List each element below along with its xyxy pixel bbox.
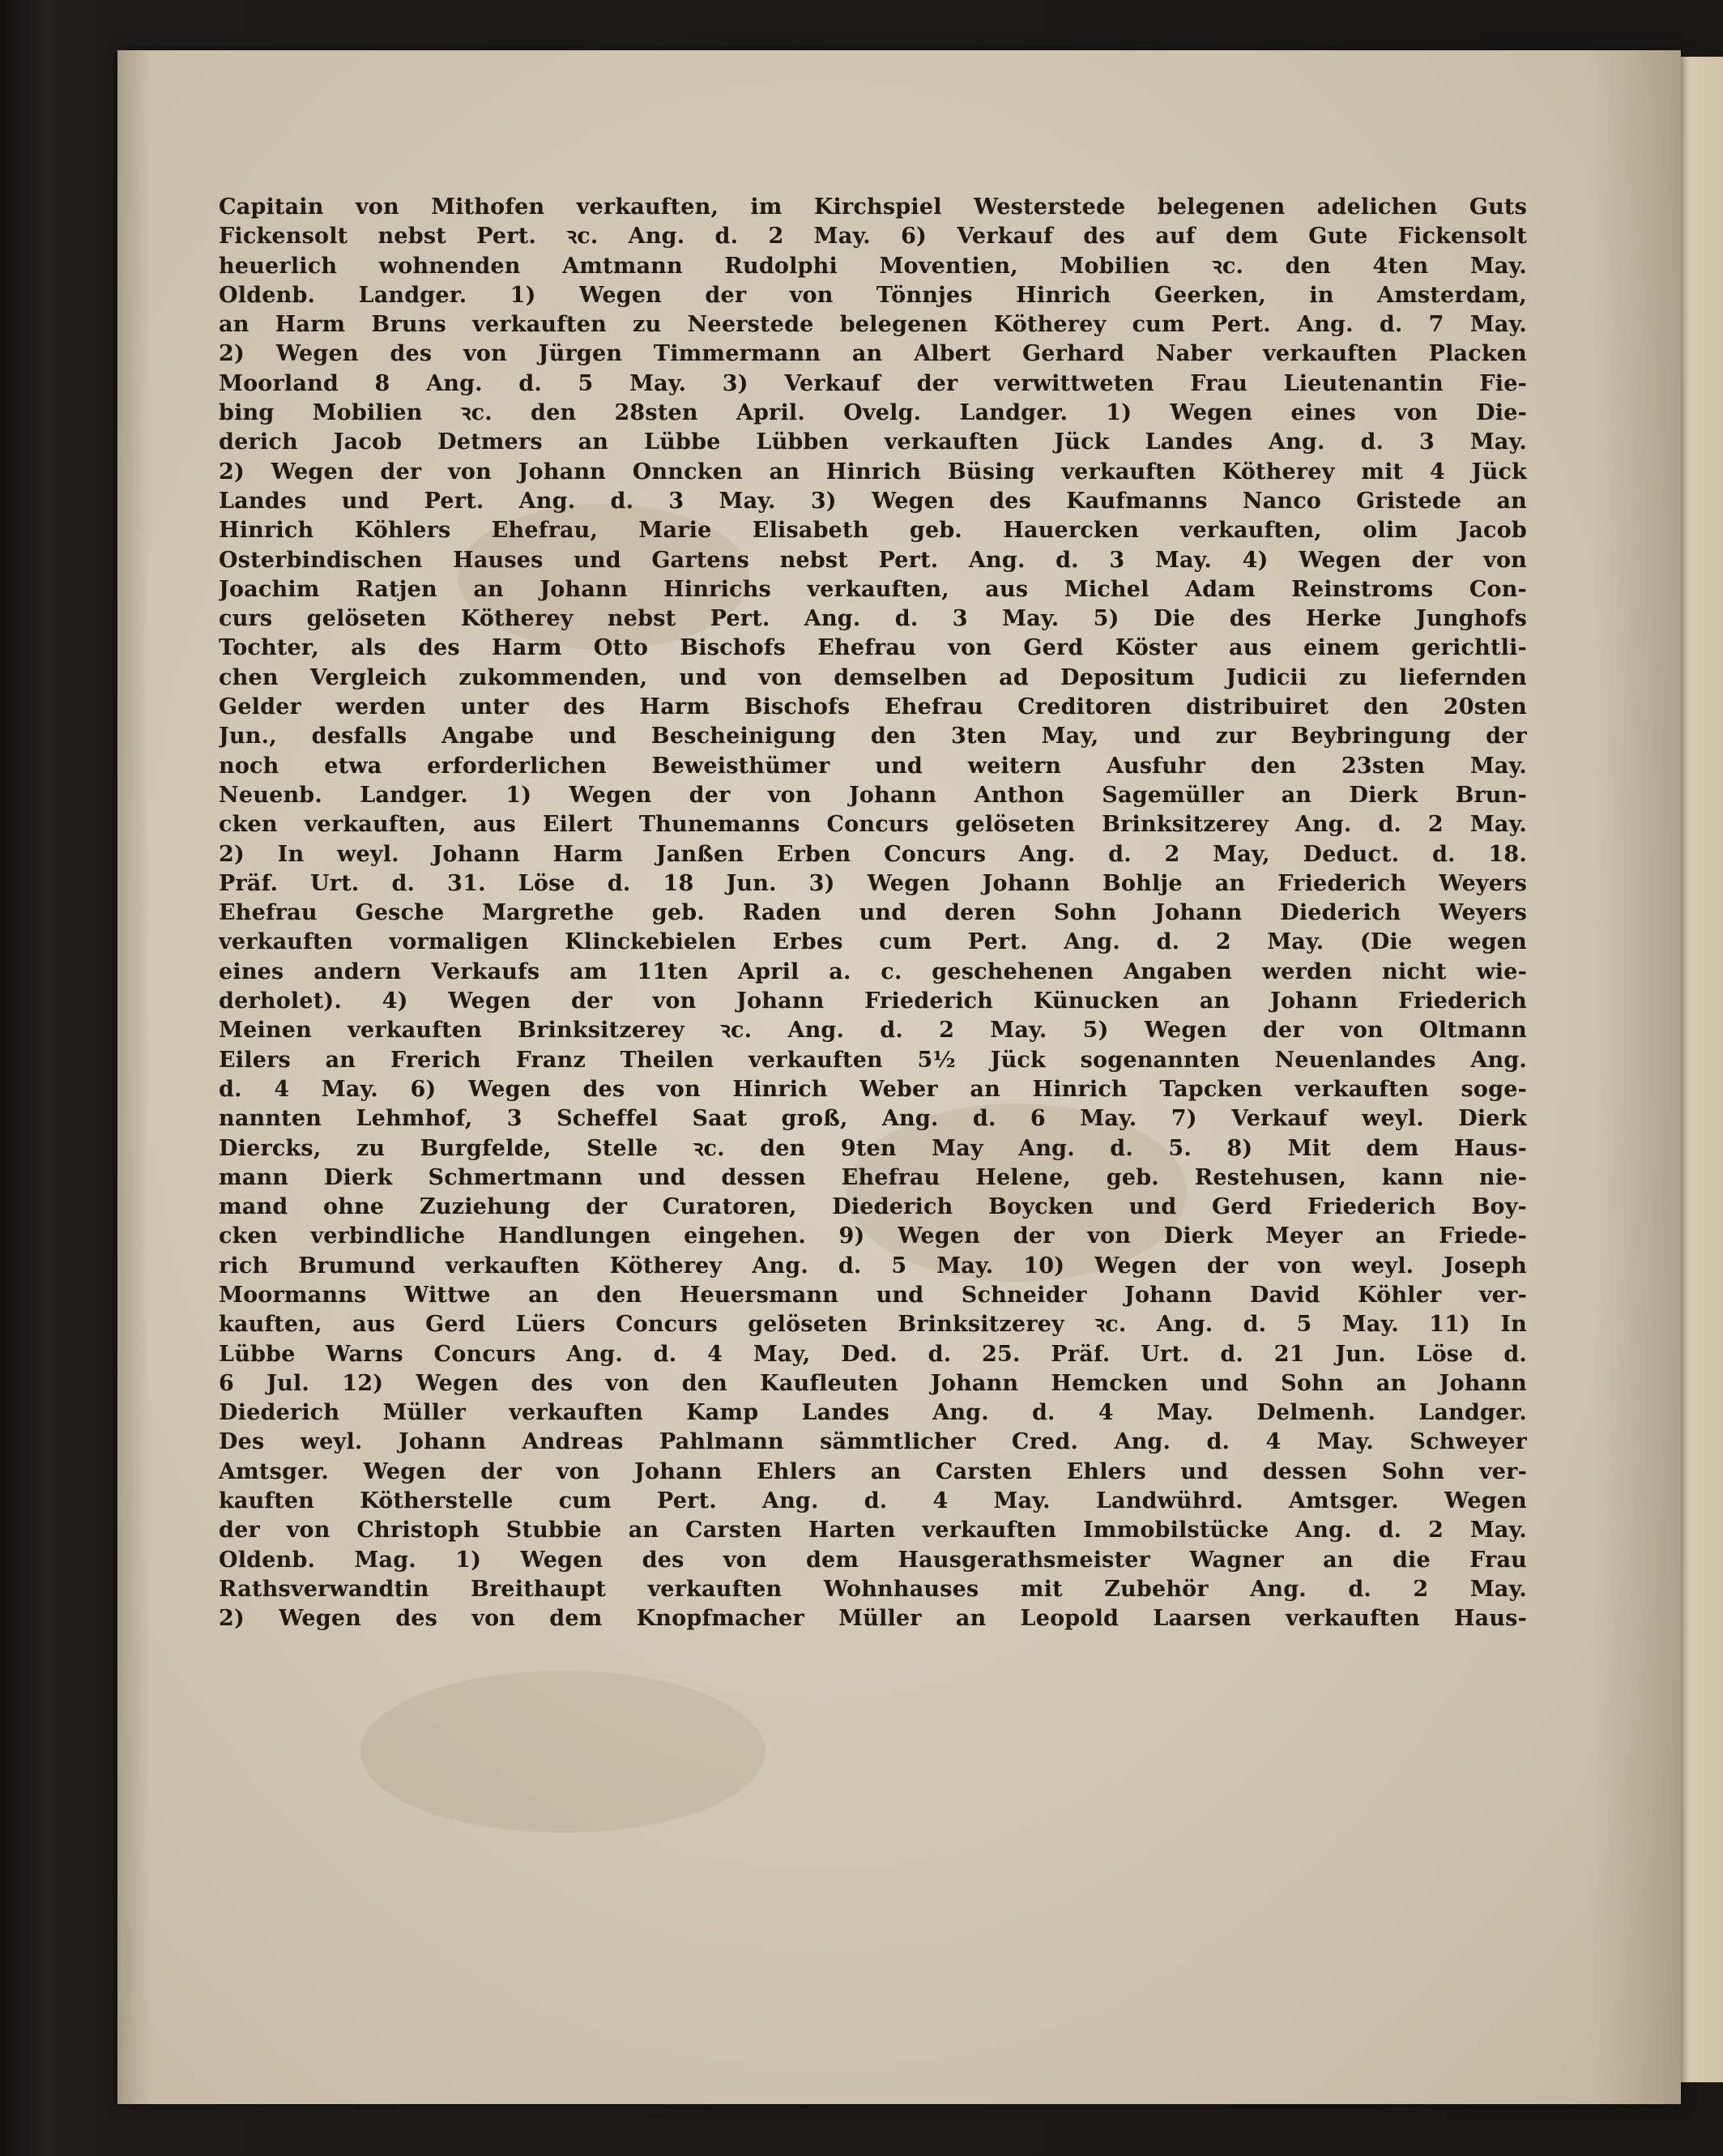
text-line: Präf. Urt. d. 31. Löse d. 18 Jun. 3) Wegen Johann Bohlje an Friederich Weyers	[219, 870, 1527, 896]
text-line: derholet). 4) Wegen der von Johann Friederich Künucken an Johann Friederich	[219, 988, 1527, 1014]
text-line: mand ohne Zuziehung der Curatoren, Diederich Boycken und Gerd Friederich Boy-	[219, 1194, 1527, 1220]
text-line: Oldenb. Landger. 1) Wegen der von Tönnjes Hinrich Geerken, in Amsterdam,	[219, 282, 1527, 308]
text-line: 6 Jul. 12) Wegen des von den Kaufleuten Johann Hemcken und Sohn an Johann	[219, 1370, 1527, 1396]
text-line: heuerlich wohnenden Amtmann Rudolphi Moventien, Mobilien ꝛc. den 4ten May.	[219, 253, 1527, 279]
text-line: kauften, aus Gerd Lüers Concurs gelöseten Brinksitzerey ꝛc. Ang. d. 5 May. 11) In	[219, 1312, 1527, 1338]
text-line: Tochter, als des Harm Otto Bischofs Ehefrau von Gerd Köster aus einem gerichtli-	[219, 635, 1527, 661]
text-line: Hinrich Köhlers Ehefrau, Marie Elisabeth geb. Hauercken verkauften, olim Jacob	[219, 518, 1527, 544]
text-line: Joachim Ratjen an Johann Hinrichs verkauften, aus Michel Adam Reinstroms Con-	[219, 576, 1527, 602]
text-line: Lübbe Warns Concurs Ang. d. 4 May, Ded. d. 25. Präf. Urt. d. 21 Jun. Löse d.	[219, 1341, 1527, 1367]
page-shadow-right	[1592, 50, 1681, 2104]
text-line: chen Vergleich zukommenden, und von demselben ad Depositum Judicii zu liefernden	[219, 664, 1527, 690]
text-line: 2) Wegen der von Johann Onncken an Hinrich Büsing verkauften Kötherey mit 4 Jück	[219, 459, 1527, 485]
text-line: mann Dierk Schmertmann und dessen Ehefrau Helene, geb. Restehusen, kann nie-	[219, 1164, 1527, 1190]
text-line: Moormanns Wittwe an den Heuersmann und Schneider Johann David Köhler ver-	[219, 1282, 1527, 1308]
text-line: Capitain von Mithofen verkauften, im Kirchspiel Westerstede belegenen adelichen Guts	[219, 194, 1527, 220]
text-line: eines andern Verkaufs am 11ten April a. c. geschehenen Angaben werden nicht wie-	[219, 958, 1527, 984]
page-text	[219, 193, 1527, 1634]
text-line: bing Mobilien ꝛc. den 28sten April. Ovelg. Landger. 1) Wegen eines von Die-	[219, 400, 1527, 426]
text-line: Moorland 8 Ang. d. 5 May. 3) Verkauf der verwittweten Frau Lieutenantin Fie-	[219, 370, 1527, 396]
text-line: Des weyl. Johann Andreas Pahlmann sämmtlicher Cred. Ang. d. 4 May. Schweyer	[219, 1429, 1527, 1455]
text-line: Neuenb. Landger. 1) Wegen der von Johann Anthon Sagemüller an Dierk Brun-	[219, 782, 1527, 808]
text-line: Meinen verkauften Brinksitzerey ꝛc. Ang. d. 2 May. 5) Wegen der von Oltmann	[219, 1018, 1527, 1044]
text-line: Osterbindischen Hauses und Gartens nebst Pert. Ang. d. 3 May. 4) Wegen der von	[219, 547, 1527, 573]
text-line: Oldenb. Mag. 1) Wegen des von dem Hausgerathsmeister Wagner an die Frau	[219, 1547, 1527, 1573]
text-line: Landes und Pert. Ang. d. 3 May. 3) Wegen des Kaufmanns Nanco Gristede an	[219, 488, 1527, 514]
text-line: Rathsverwandtin Breithaupt verkauften Wohnhauses mit Zubehör Ang. d. 2 May.	[219, 1576, 1527, 1602]
text-line: d. 4 May. 6) Wegen des von Hinrich Weber an Hinrich Tapcken verkauften soge-	[219, 1076, 1527, 1102]
text-line: rich Brumund verkauften Kötherey Ang. d. 5 May. 10) Wegen der von weyl. Joseph	[219, 1253, 1527, 1279]
text-line: kauften Kötherstelle cum Pert. Ang. d. 4 May. Landwührd. Amtsger. Wegen	[219, 1488, 1527, 1514]
text-line: der von Christoph Stubbie an Carsten Harten verkauften Immobilstücke Ang. d. 2 May.	[219, 1518, 1527, 1543]
text-line: Amtsger. Wegen der von Johann Ehlers an Carsten Ehlers und dessen Sohn ver-	[219, 1458, 1527, 1484]
text-line: 2) Wegen des von Jürgen Timmermann an Albert Gerhard Naber verkauften Placken	[219, 341, 1527, 367]
text-line: Diercks, zu Burgfelde, Stelle ꝛc. den 9ten May Ang. d. 5. 8) Mit dem Haus-	[219, 1135, 1527, 1161]
text-line: 2) Wegen des von dem Knopfmacher Müller an Leopold Laarsen verkauften Haus-	[219, 1606, 1527, 1632]
page-shadow-left	[117, 50, 150, 2104]
text-line: cken verkauften, aus Eilert Thunemanns Concurs gelöseten Brinksitzerey Ang. d. 2 May.	[219, 812, 1527, 838]
text-line: cken verbindliche Handlungen eingehen. 9) Wegen der von Dierk Meyer an Friede-	[219, 1223, 1527, 1249]
text-line: derich Jacob Detmers an Lübbe Lübben verkauften Jück Landes Ang. d. 3 May.	[219, 429, 1527, 455]
text-line: an Harm Bruns verkauften zu Neerstede belegenen Kötherey cum Pert. Ang. d. 7 May.	[219, 312, 1527, 338]
paper-stain	[360, 1671, 766, 1833]
text-line: nannten Lehmhof, 3 Scheffel Saat groß, Ang. d. 6 May. 7) Verkauf weyl. Dierk	[219, 1106, 1527, 1132]
text-line: Gelder werden unter des Harm Bischofs Ehefrau Creditoren distribuiret den 20sten	[219, 694, 1527, 720]
text-line: curs gelöseten Kötherey nebst Pert. Ang. d. 3 May. 5) Die des Herke Junghofs	[219, 606, 1527, 632]
text-line: Diederich Müller verkauften Kamp Landes Ang. d. 4 May. Delmenh. Landger.	[219, 1400, 1527, 1426]
text-line: Ehefrau Gesche Margrethe geb. Raden und deren Sohn Johann Diederich Weyers	[219, 900, 1527, 926]
text-line: noch etwa erforderlichen Beweisthümer und weitern Ausfuhr den 23sten May.	[219, 753, 1527, 779]
text-line: verkauften vormaligen Klinckebielen Erbes cum Pert. Ang. d. 2 May. (Die wegen	[219, 929, 1527, 955]
text-line: 2) In weyl. Johann Harm Janßen Erben Concurs Ang. d. 2 May, Deduct. d. 18.	[219, 841, 1527, 867]
text-line: Eilers an Frerich Franz Theilen verkauften 5½ Jück sogenannten Neuenlandes Ang.	[219, 1047, 1527, 1073]
text-line: Jun., desfalls Angabe und Bescheinigung den 3ten May, und zur Beybringung der	[219, 724, 1527, 749]
text-line: Fickensolt nebst Pert. ꝛc. Ang. d. 2 May. 6) Verkauf des auf dem Gute Fickensolt	[219, 224, 1527, 250]
